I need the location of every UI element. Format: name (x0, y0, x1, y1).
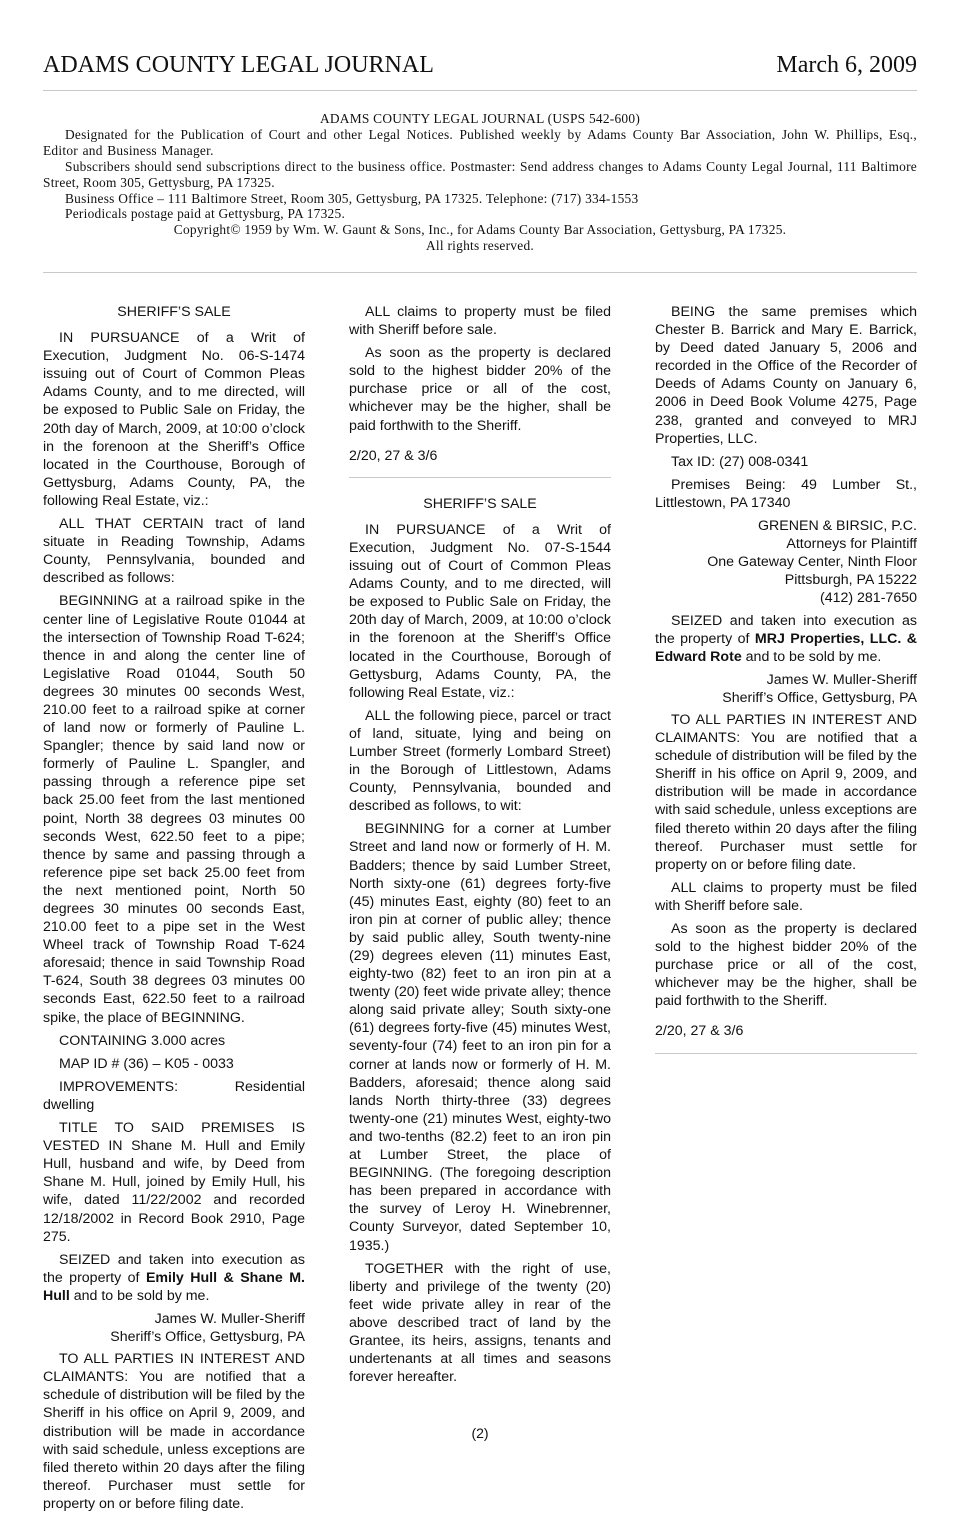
sale1-beginning: BEGINNING at a railroad spike in the center line of Legislative Route 01044 at the intersection of Township Road T-624; thence in and along the center line of Legislative Road 01044, South 50 degrees 30 minutes 00 seconds West, 210.00 feet to a railroad spike at corner of land now or formerly of Pauline L. Spangler; thence by said land now or formerly of Pauline L. Spangler, and passing through a reference pipe set back 25.00 feet from the last mentioned point, North 38 degrees 03 minutes 00 seconds West, 622.50 feet to a pipe; thence by same and passing through a reference pipe set back 25.00 feet from the next mentioned point, North 50 degrees 30 minutes 00 seconds East, 210.00 feet to a pipe set in the West Wheel track of Township Road T-624 aforesaid; thence in said Township Road T-624, South 38 degrees 03 minutes 00 seconds East, 622.50 feet to a railroad spike, the place of BEGINNING. (43, 593, 305, 1026)
sale2-heading: SHERIFF’S SALE (423, 495, 537, 512)
sale2-tract: ALL the following piece, parcel or tract of land, situate, lying and being on Lumber Street (formerly Lombard Street) in the Borough of Littlestown, Adams County, Pennsylvania, bounded and described as follows, to wit: (349, 707, 611, 815)
sale2-sheriff-office: Sheriff’s Office, Gettysburg, PA (722, 689, 917, 706)
column-1 (43, 303, 305, 1518)
sale2-parties: TO ALL PARTIES IN INTEREST AND CLAIMANTS: You are notified that a schedule of distribution will be filed by the Sheriff in his office on April 9, 2009, and distribution will be made in accordance with said schedule, unless exceptions are filed thereto within 20 days after the filing thereof. Purchaser must settle for property on or before filing date. (655, 711, 917, 873)
sale2-seized-post: and to be sold by me. (741, 648, 882, 665)
sale1-title: TITLE TO SAID PREMISES IS VESTED IN Shane M. Hull and Emily Hull, husband and wife, by Deed from Shane M. Hull, joined by Emily Hull, his wife, dated 11/22/2002 and recorded 12/18/2002 in Record Book 2910, Page 275. (43, 1120, 305, 1245)
end-divider (655, 1053, 917, 1054)
masthead-copyright: Copyright© 1959 by Wm. W. Gaunt & Sons, Inc., for Adams County Bar Association, Gettysburg, PA 17325. (173, 222, 787, 238)
sale1-soon: As soon as the property is declared sold to the highest bidder 20% of the purchase price or all of the cost, whichever may be the higher, shall be paid forthwith to the Sheriff. (349, 345, 611, 434)
notice-divider (349, 477, 611, 478)
sale1-tract: ALL THAT CERTAIN tract of land situate in Reading Township, Adams County, Pennsylvania, bounded and described as follows: (43, 516, 305, 587)
column-3 (655, 303, 917, 1054)
sale2-seized (655, 612, 917, 666)
sale1-seized-owner: Emily Hull & Shane M. Hull (43, 1269, 305, 1304)
page-number: (2) (471, 1425, 489, 1441)
sale2-seized-owner: MRJ Properties, LLC. & Edward Rote (655, 630, 917, 665)
attorney-phone: (412) 281-7650 (819, 590, 917, 607)
attorney-role: Attorneys for Plaintiff (786, 536, 917, 553)
sale1-claims: ALL claims to property must be filed with Sheriff before sale. (349, 304, 611, 339)
sale2-premises: Premises Being: 49 Lumber St., Littlestown, PA 17340 (655, 476, 917, 511)
sale1-seized-post: and to be sold by me. (69, 1287, 210, 1304)
attorney-firm: GRENEN & BIRSIC, P.C. (758, 518, 917, 535)
sale1-dates: 2/20, 27 & 3/6 (349, 447, 438, 464)
sale1-intro: IN PURSUANCE of a Writ of Execution, Judgment No. 06-S-1474 issuing out of Court of Common Pleas Adams County, and to me directed, will be exposed to Public Sale on Friday, the 20th day of March, 2009, at 10:00 o’clock in the forenoon at the Sheriff’s Office located in the Courthouse, Borough of Gettysburg, Adams County, PA, the following Real Estate, viz.: (43, 330, 305, 509)
sale2-together: TOGETHER with the right of use, liberty and privilege of the twenty (20) feet wide private alley in rear of the above described tract of land by the Grantee, its heirs, assigns, tenants and undertenants at all times and seasons forever hereafter. (349, 1260, 611, 1386)
column-2 (349, 303, 611, 1391)
sale1-sheriff-name: James W. Muller-Sheriff (154, 1310, 305, 1327)
sale1-seized-pre: SEIZED and taken into execution as the property of (43, 1251, 305, 1286)
attorney-address-2: Pittsburgh, PA 15222 (784, 572, 917, 589)
masthead-rule (43, 272, 917, 273)
masthead-subscribers: Subscribers should send subscriptions direct to the business office. Postmaster: Send address changes to Adams County Legal Journal, 111 Baltimore Street, Room 305, Gettysburg, PA 17325. (43, 158, 917, 190)
sale2-tax-id: Tax ID: (27) 008-0341 (671, 453, 809, 470)
masthead-postage: Periodicals postage paid at Gettysburg, PA 17325. (65, 206, 346, 222)
issue-date: March 6, 2009 (776, 52, 917, 78)
sale2-beginning: BEGINNING for a corner at Lumber Street and land now or formerly of H. M. Badders; thence by said Lumber Street, North sixty-one (61) degrees forty-five (45) minutes East, eighty (80) feet to an iron pin at corner of public alley; thence by said public alley, South twenty-nine (29) degrees eleven (11) minutes East, eighty-two (82) feet to an iron pin at a twenty (20) feet wide private alley; thence along said private alley; South sixty-one (61) degrees forty-five (45) minutes West, seventy-four (74) feet to an iron pin for a corner at lands now or formerly of H. M. Badders, aforesaid; thence along said lands North thirty-three (33) degrees twenty-one (21) minutes West, eighty-two and two-tenths (82.2) feet to an iron pin at Lumber Street, the place of BEGINNING. (The foregoing description has been prepared in accordance with the survey of Leroy H. Winebrenner, County Surveyor, dated September 10, 1935.) (349, 821, 611, 1254)
masthead (43, 111, 917, 254)
sale1-parties: TO ALL PARTIES IN INTEREST AND CLAIMANTS: You are notified that a schedule of distribution will be filed by the Sheriff in his office on April 9, 2009, and distribution will be made in accordance with said schedule, unless exceptions are filed thereto within 20 days after the filing thereof. Purchaser must settle for property on or before filing date. (43, 1351, 305, 1512)
header-rule (43, 90, 917, 91)
sale2-being: BEING the same premises which Chester B. Barrick and Mary E. Barrick, by Deed dated January 5, 2006 and recorded in the Office of the Recorder of Deeds of Adams County on January 6, 2006 in Deed Book Volume 4275, Page 238, granted and conveyed to MRJ Properties, LLC. (655, 304, 917, 447)
sale2-seized-pre: SEIZED and taken into execution as the property of (655, 612, 917, 647)
page-header (43, 52, 917, 86)
sale2-sheriff-name: James W. Muller-Sheriff (766, 671, 917, 688)
masthead-designated: Designated for the Publication of Court and other Legal Notices. Published weekly by Adams County Bar Association, John W. Phillips, Esq., Editor and Business Manager. (43, 126, 917, 158)
sale2-intro: IN PURSUANCE of a Writ of Execution, Judgment No. 07-S-1544 issuing out of Court of Common Pleas Adams County, and to me directed, will be exposed to Public Sale on Friday, the 20th day of March, 2009, at 10:00 o’clock in the forenoon at the Sheriff’s Office located in the Courthouse, Borough of Gettysburg, Adams County, PA, the following Real Estate, viz.: (349, 521, 611, 701)
sale2-claims: ALL claims to property must be filed with Sheriff before sale. (655, 879, 917, 914)
masthead-title: ADAMS COUNTY LEGAL JOURNAL (USPS 542-600) (319, 111, 641, 126)
masthead-business-office: Business Office – 111 Baltimore Street, Room 305, Gettysburg, PA 17325. Telephone: (717) 334-1553 (65, 190, 639, 206)
sale2-soon: As soon as the property is declared sold to the highest bidder 20% of the purchase price or all of the cost, whichever may be the higher, shall be paid forthwith to the Sheriff. (655, 921, 917, 1010)
attorney-address-1: One Gateway Center, Ninth Floor (707, 554, 917, 571)
journal-title: ADAMS COUNTY LEGAL JOURNAL (43, 52, 434, 78)
sale2-dates: 2/20, 27 & 3/6 (655, 1023, 744, 1040)
sale1-heading: SHERIFF’S SALE (117, 304, 231, 320)
sale1-sheriff-office: Sheriff’s Office, Gettysburg, PA (110, 1329, 305, 1346)
sale1-map-id: MAP ID # (36) – K05 - 0033 (59, 1055, 234, 1072)
sale1-improvements: IMPROVEMENTS: Residential dwelling (43, 1078, 305, 1113)
sale1-containing: CONTAINING 3.000 acres (59, 1032, 226, 1049)
sale1-seized (43, 1251, 305, 1305)
masthead-rights: All rights reserved. (425, 238, 534, 254)
